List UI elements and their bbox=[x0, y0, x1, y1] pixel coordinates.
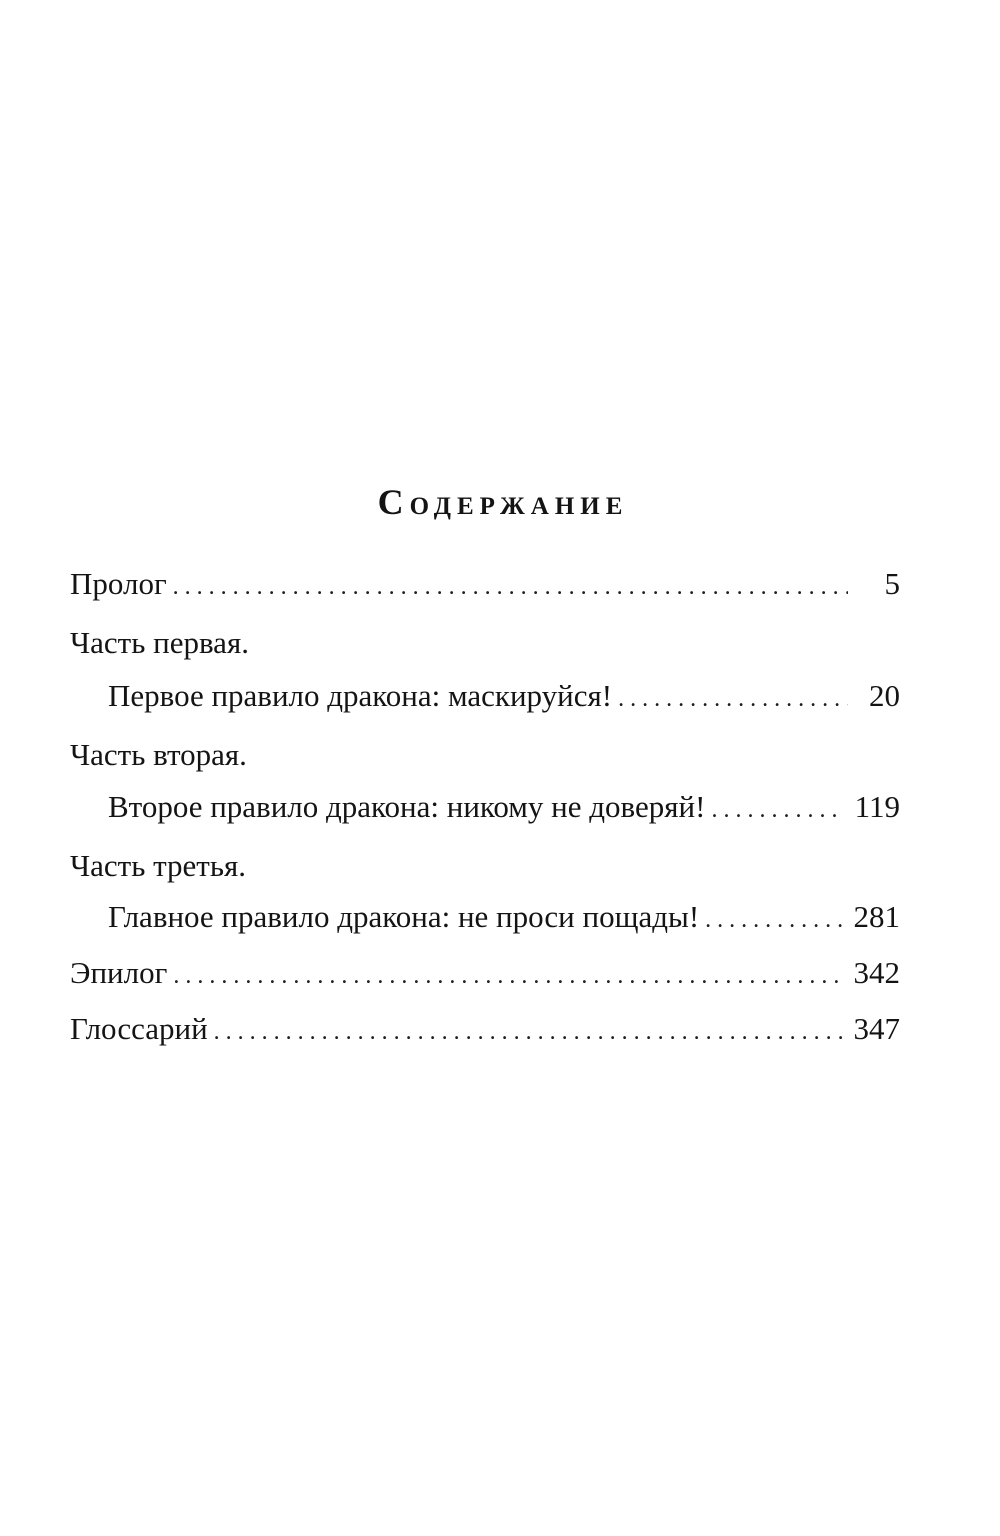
toc-entry-page: 347 bbox=[853, 1011, 900, 1046]
toc-entry-label: Главное правило дракона: не проси пощады! bbox=[108, 899, 700, 934]
toc-entry-label: Эпилог bbox=[70, 955, 168, 990]
dot-leader bbox=[711, 797, 842, 825]
dot-leader bbox=[173, 963, 841, 991]
toc-part-label: Часть первая. bbox=[70, 625, 249, 660]
toc-entry-chapter-2[interactable] bbox=[108, 789, 900, 825]
toc-entry-page: 281 bbox=[853, 899, 900, 934]
dot-leader bbox=[173, 574, 848, 602]
toc-entry-prologue[interactable] bbox=[70, 566, 900, 602]
dot-leader bbox=[618, 686, 848, 714]
toc-entry-label: Первое правило дракона: маскируйся! bbox=[108, 678, 613, 713]
toc-entry-epilogue[interactable] bbox=[70, 955, 900, 991]
toc-part-heading-1[interactable] bbox=[70, 625, 900, 661]
toc-entry-label: Второе правило дракона: никому не доверяй! bbox=[108, 789, 706, 824]
toc-entry-glossary[interactable] bbox=[70, 1011, 900, 1047]
toc-title bbox=[0, 484, 1000, 520]
toc-entry-page: 5 bbox=[884, 566, 900, 601]
toc-entry-page: 342 bbox=[853, 955, 900, 990]
toc-part-heading-3[interactable] bbox=[70, 848, 900, 884]
dot-leader bbox=[705, 907, 841, 935]
toc-entry-page: 20 bbox=[869, 678, 900, 713]
toc-entry-page: 119 bbox=[854, 789, 900, 824]
toc-part-label: Часть третья. bbox=[70, 848, 246, 883]
toc-entry-label: Глоссарий bbox=[70, 1011, 208, 1046]
dot-leader bbox=[214, 1019, 842, 1047]
toc-title-text: Содержание bbox=[377, 482, 629, 522]
toc-entry-label: Пролог bbox=[70, 566, 167, 601]
toc-entry-chapter-1[interactable] bbox=[108, 678, 900, 714]
toc-part-label: Часть вторая. bbox=[70, 737, 247, 772]
toc-entry-chapter-3[interactable] bbox=[108, 899, 900, 935]
toc-part-heading-2[interactable] bbox=[70, 737, 900, 773]
